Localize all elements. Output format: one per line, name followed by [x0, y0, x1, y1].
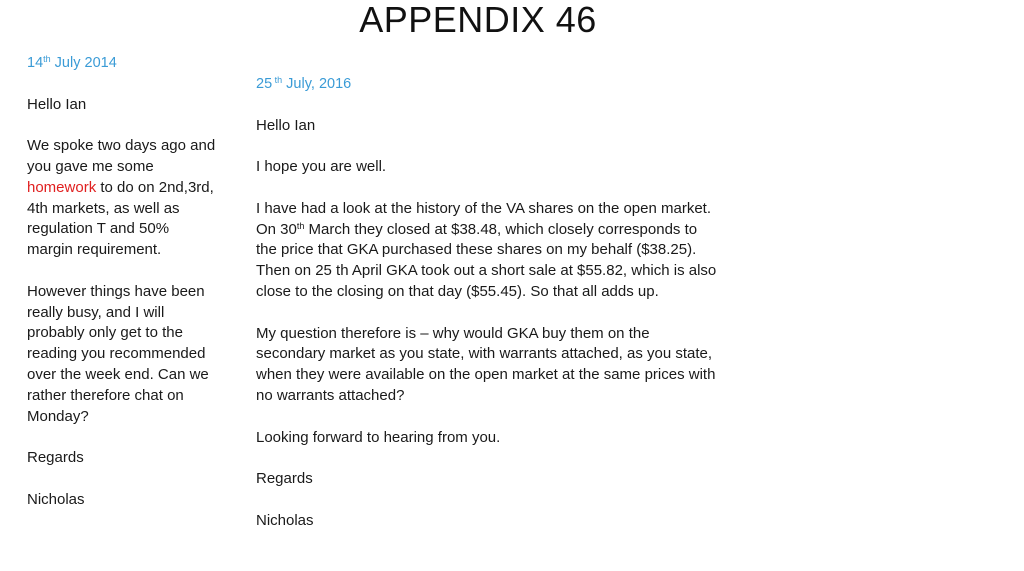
signature: Nicholas	[256, 511, 314, 529]
paragraph-share-history	[256, 199, 721, 303]
letter-date	[27, 53, 217, 74]
paragraph-busy: However things have been really busy, and I will probably only get to the reading you recommended over the week end. Can we rather therefore chat on Monday?	[27, 282, 209, 425]
date-rest: July, 2016	[282, 76, 352, 92]
paragraph-question: My question therefore is – why would GKA buy them on the secondary market as you state, with warrants attached, as you state, when they were available on the open market at the same prices with no warrants attached?	[256, 324, 716, 404]
letter-2014	[27, 53, 217, 511]
greeting: Hello Ian	[256, 116, 316, 134]
date-suffix: th	[272, 75, 283, 85]
closing: Regards	[27, 449, 84, 467]
date-day: 25	[256, 76, 273, 92]
page-title: APPENDIX 46	[359, 0, 597, 40]
paragraph-text: I have had a look at the history of the VA shares on the open market. On 30	[256, 199, 712, 238]
highlighted-word: homework	[27, 178, 97, 196]
letter-2016	[256, 74, 721, 532]
date-suffix: th	[43, 54, 51, 64]
paragraph-text: to do on 2nd,3rd, 4th markets, as well as regulation T and 50% margin requirement.	[27, 178, 214, 259]
date-suffix: th	[296, 220, 305, 231]
date-day: 14	[27, 55, 44, 71]
letter-date	[256, 74, 721, 95]
greeting: Hello Ian	[27, 95, 87, 113]
paragraph-text: March they closed at $38.48, which closely corresponds to the price that GKA purchased these shares on my behalf ($38.25). Then on 25 th April GKA took out a short sale at $55.82, which is also close to the closing on that day ($55.45). So that all adds up.	[256, 220, 717, 300]
paragraph-text: We spoke two days ago and you gave me some	[27, 137, 216, 175]
closing: Regards	[256, 470, 313, 488]
paragraph-hope-well: I hope you are well.	[256, 158, 387, 176]
paragraph-looking-forward: Looking forward to hearing from you.	[256, 428, 501, 446]
date-rest: July 2014	[50, 55, 117, 71]
paragraph-homework	[27, 136, 217, 261]
signature: Nicholas	[27, 490, 85, 508]
